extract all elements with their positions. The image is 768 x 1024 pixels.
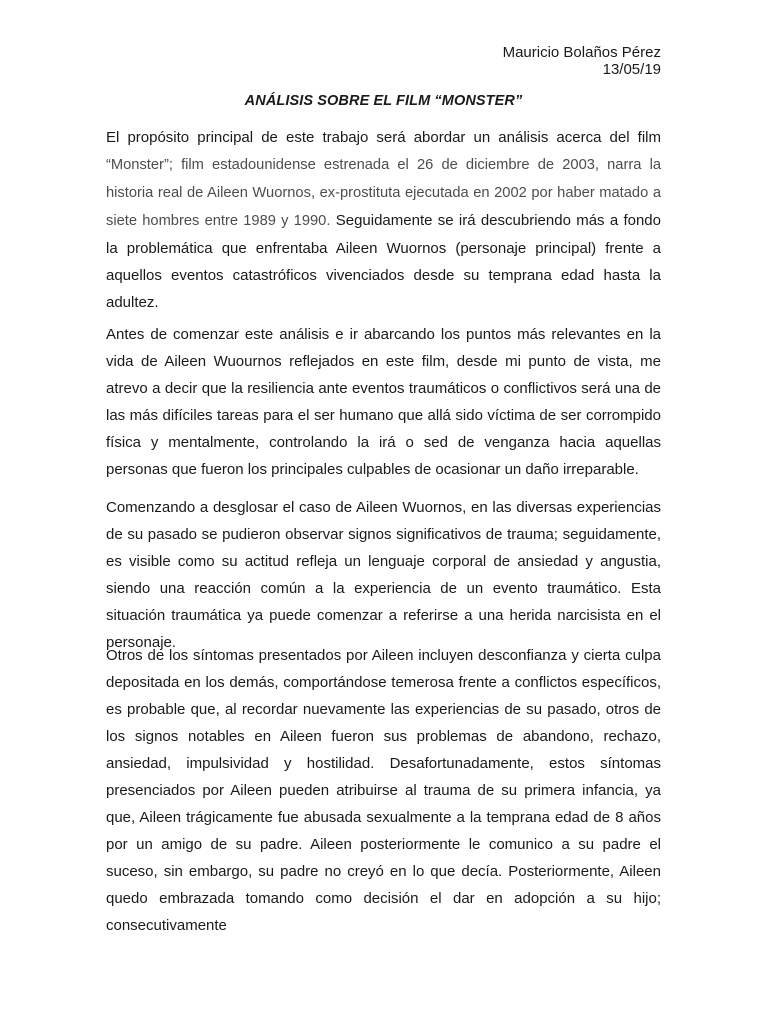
paragraph-4: Otros de los síntomas presentados por Aileen incluyen desconfianza y cierta culpa depositada en los demás, comportándose temerosa frente a conflictos específicos, es probable que, al recordar nuevamente las experiencias de su pasado, otros de los signos notables en Aileen fueron sus problemas de abandono, rechazo, ansiedad, impulsividad y hostilidad. Desafortunadamente, estos síntomas presenciados por Aileen pueden atribuirse al trauma de su primera infancia, ya que, Aileen trágicamente fue abusada sexualmente a la temprana edad de 8 años por un amigo de su padre. Aileen posteriormente le comunico a su padre el suceso, sin embargo, su padre no creyó en lo que decía. Posteriormente, Aileen quedo embrazada tomando como decisión el dar en adopción a su hijo; consecutivamente [106, 647, 661, 934]
document-header [503, 44, 661, 78]
paragraph-1-rest: Seguidamente se irá descubriendo más a fondo la problemática que enfrentaba Aileen Wuornos (personaje principal) frente a aquellos eventos catastróficos vivenciados desde su temprana edad hasta la adultez. [106, 212, 661, 311]
document-date: 13/05/19 [602, 61, 661, 78]
paragraph-1-intro: El propósito principal de este trabajo será abordar un análisis acerca del film [106, 129, 661, 146]
document-title: ANÁLISIS SOBRE EL FILM “MONSTER” [244, 93, 523, 109]
paragraph-3: Comenzando a desglosar el caso de Aileen Wuornos, en las diversas experiencias de su pasado se pudieron observar signos significativos de trauma; seguidamente, es visible como su actitud refleja un lenguaje corporal de ansiedad y angustia, siendo una reacción común a la experiencia de un evento traumático. Esta situación traumática ya puede comenzar a referirse a una herida narcisista en el personaje. [106, 499, 661, 651]
author-name: Mauricio Bolaños Pérez [502, 44, 661, 61]
document-page [106, 0, 661, 1024]
paragraph-2: Antes de comenzar este análisis e ir abarcando los puntos más relevantes en la vida de Aileen Wuournos reflejados en este film, desde mi punto de vista, me atrevo a decir que la resiliencia ante eventos traumáticos o conflictivos será una de las más difíciles tareas para el ser humano que allá sido víctima de ser corrompido física y mentalmente, controlando la irá o sed de venganza hacia aquellas personas que fueron los principales culpables de ocasionar un daño irreparable. [106, 326, 661, 478]
paragraph-1-film-description: “Monster”; film estadounidense estrenada el 26 de diciembre de 2003, narra la historia real de Aileen Wuornos, ex-prostituta ejecutada en 2002 por haber matado a siete hombres entre 1989 y 1990. [106, 157, 661, 229]
paragraph-1 [106, 124, 661, 316]
